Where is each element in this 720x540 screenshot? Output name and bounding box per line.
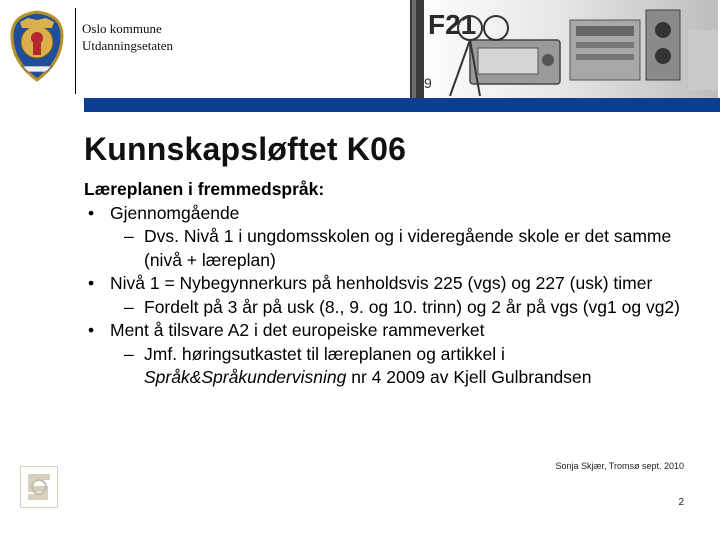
organization-name xyxy=(82,20,173,54)
sub-bullet-tail: nr 4 2009 av Kjell Gulbrandsen xyxy=(346,367,592,387)
oslo-coat-of-arms-icon xyxy=(8,10,66,82)
bullet-item: • Gjennomgående xyxy=(84,202,704,226)
sub-bullet-item: – Dvs. Nivå 1 i ungdomsskolen og i videregående skole er det samme (nivå + læreplan) xyxy=(84,225,704,272)
page-number: 2 xyxy=(678,497,684,508)
slide-content xyxy=(84,178,704,390)
bullet-item: • Ment å tilsvare A2 i det europeiske rammeverket xyxy=(84,319,704,343)
bullet-item: • Nivå 1 = Nybegynnerkurs på henholdsvis 225 (vgs) og 227 (usk) timer xyxy=(84,272,704,296)
content-subheading: Læreplanen i fremmedspråk: xyxy=(84,179,325,199)
org-line-1: Oslo kommune xyxy=(82,21,162,36)
header-divider xyxy=(75,8,76,94)
slide-title: Kunnskapsløftet K06 xyxy=(84,131,407,167)
org-line-2: Utdanningsetaten xyxy=(82,38,173,53)
footer-logo-icon xyxy=(20,466,58,508)
banner-f21-text: F21 xyxy=(428,9,477,40)
header-accent-bar xyxy=(84,98,720,112)
sub-bullet-item xyxy=(84,343,704,390)
sub-bullet-text: Jmf. høringsutkastet til læreplanen og artikkel i xyxy=(144,343,505,364)
sub-bullet-item: – Fordelt på 3 år på usk (8., 9. og 10. trinn) og 2 år på vgs (vg1 og vg2) xyxy=(84,296,704,320)
journal-title: Språk&Språkundervisning xyxy=(144,367,347,387)
svg-text:9: 9 xyxy=(424,75,432,91)
author-credit: Sonja Skjær, Tromsø sept. 2010 xyxy=(555,461,684,471)
header-banner-image xyxy=(410,0,718,98)
